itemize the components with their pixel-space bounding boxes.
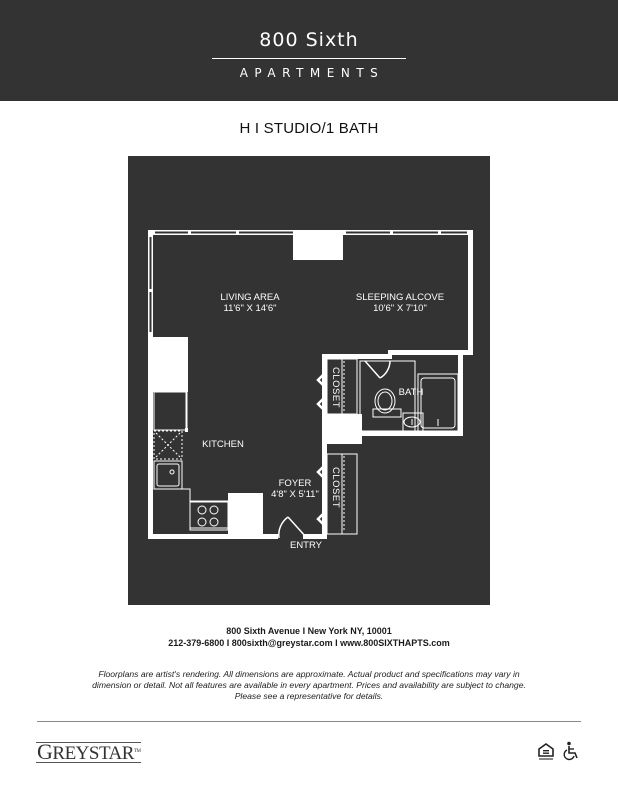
footer-divider bbox=[37, 721, 581, 722]
address-line: 800 Sixth Avenue I New York NY, 10001 bbox=[226, 626, 392, 636]
logo-rest: REYSTAR bbox=[52, 743, 134, 764]
floorplan bbox=[128, 156, 490, 605]
room-closet-upper: CLOSET bbox=[330, 367, 341, 409]
logo-initial: G bbox=[37, 739, 53, 764]
equal-housing-opportunity-icon bbox=[538, 743, 554, 761]
room-name: KITCHEN bbox=[202, 439, 244, 450]
floorplan-drawing bbox=[128, 156, 490, 605]
room-name: BATH bbox=[398, 387, 424, 398]
brand-divider bbox=[212, 58, 406, 59]
entry-label: ENTRY bbox=[289, 540, 323, 551]
room-kitchen bbox=[198, 439, 248, 450]
room-bath bbox=[391, 387, 431, 398]
room-name: FOYER bbox=[278, 478, 312, 489]
wheelchair-accessible-icon bbox=[563, 741, 581, 761]
room-sleeping-alcove bbox=[350, 292, 450, 314]
contact-line: 212-379-6800 I 800sixth@greystar.com I www.800SIXTHAPTS.com bbox=[168, 638, 450, 648]
room-closet-lower: CLOSET bbox=[330, 467, 341, 509]
room-name: LIVING AREA bbox=[220, 292, 280, 303]
room-dimensions: 4'8" X 5'11" bbox=[271, 489, 319, 500]
logo-trademark: TM bbox=[133, 749, 141, 754]
room-foyer bbox=[270, 478, 320, 500]
unit-title: H I STUDIO/1 BATH bbox=[239, 120, 379, 137]
room-dimensions: 11'6" X 14'6" bbox=[223, 303, 277, 314]
header-band bbox=[0, 0, 618, 101]
room-name: SLEEPING ALCOVE bbox=[355, 292, 445, 303]
disclaimer: Floorplans are artist's rendering. All dimensions are approximate. Actual product and specifications may vary in dimension or detail. Not all features are available in every apartment. Prices and availability are subject to change. Please see a representative for details. bbox=[92, 669, 526, 701]
greystar-logo bbox=[36, 739, 141, 764]
room-living-area bbox=[210, 292, 290, 314]
room-dimensions: 10'6" X 7'10" bbox=[373, 303, 427, 314]
brand-subtitle: APARTMENTS bbox=[239, 66, 385, 80]
brand-name: 800 Sixth bbox=[259, 29, 359, 51]
